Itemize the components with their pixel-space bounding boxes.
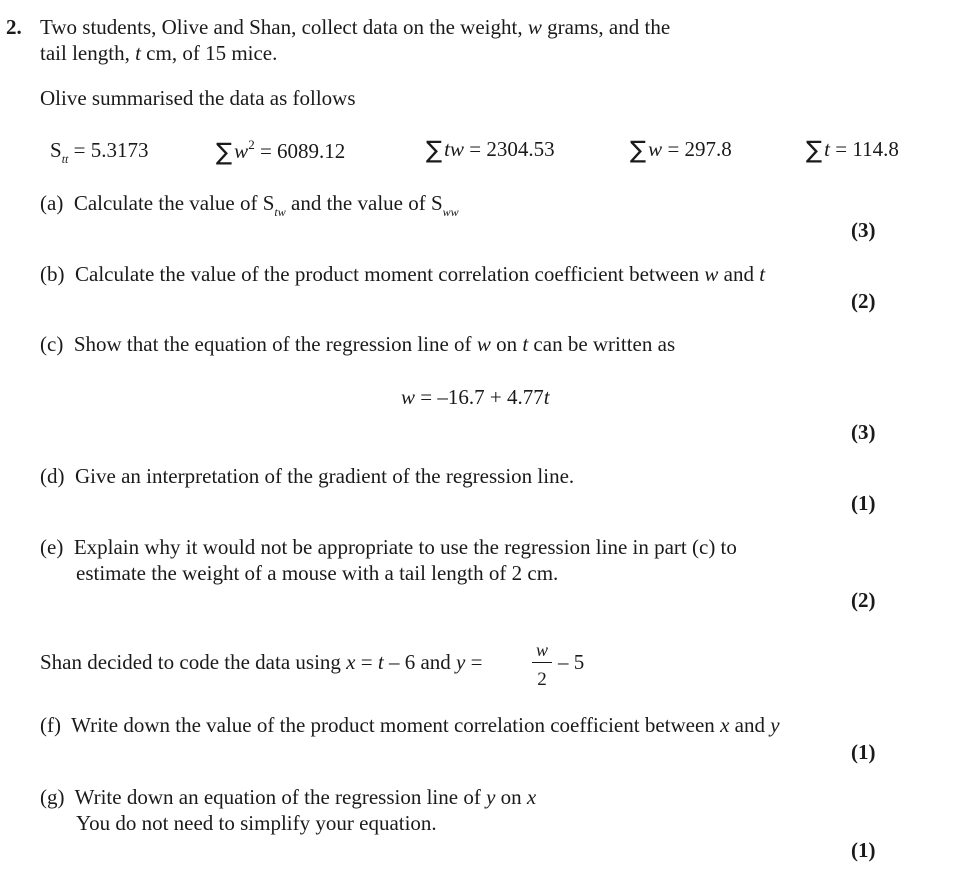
sum-w2-value: = 6089.12 [259, 139, 346, 163]
fraction-denominator [531, 668, 553, 689]
part-a-text: Calculate the value of S [73, 191, 275, 215]
var-w: w [535, 640, 548, 660]
marks-g: (1) [851, 838, 876, 862]
var-x: x [346, 650, 356, 674]
part-g-line2: You do not need to simplify your equation. [76, 811, 437, 835]
marks-f: (1) [851, 740, 876, 764]
var-tw: tw [444, 137, 465, 161]
var-x: x [526, 785, 537, 809]
var-t: t [759, 262, 766, 286]
var-t: t [522, 332, 529, 356]
question-intro-line1 [40, 17, 670, 38]
var-w: w [401, 385, 416, 409]
subscript-tw: tw [274, 205, 286, 219]
marks-a: (3) [851, 218, 876, 242]
marks-b: (2) [851, 289, 876, 313]
var-y: y [486, 785, 496, 809]
subscript-ww: ww [442, 205, 459, 219]
marks-e: (2) [851, 588, 876, 612]
marks-c: (3) [851, 420, 876, 444]
part-label: (g) [40, 785, 65, 809]
sum-w-value: = 297.8 [667, 137, 732, 161]
shan-text: Shan decided to code the data using [40, 650, 347, 674]
denominator-2: 2 [537, 669, 547, 690]
var-y: y [770, 713, 780, 737]
var-y: y [456, 650, 466, 674]
part-g-line1 [40, 787, 536, 808]
sum-t-value: = 114.8 [835, 137, 899, 161]
part-e-line1 [40, 537, 737, 558]
sigma-icon: ∑ [806, 136, 823, 164]
part-e-text: Explain why it would not be appropriate to use the regression line in part (c) to [73, 535, 737, 559]
shan-coding [40, 652, 482, 673]
question-intro-line2 [40, 43, 277, 64]
part-e-line2: estimate the weight of a mouse with a tail length of 2 cm. [76, 561, 559, 585]
stat-stt [50, 140, 148, 165]
part-b-text: and [718, 262, 760, 286]
sigma-icon: ∑ [216, 138, 233, 166]
intro-text: cm, of 15 mice. [140, 41, 278, 65]
fraction-bar [532, 662, 552, 663]
var-t: t [824, 137, 831, 161]
olive-summary: Olive summarised the data as follows [40, 86, 356, 110]
sum-tw-value: = 2304.53 [469, 137, 555, 161]
part-c-text: on [490, 332, 523, 356]
question-number: 2. [6, 15, 22, 39]
marks-d: (1) [851, 491, 876, 515]
part-label: (b) [40, 262, 65, 286]
subscript-tt: tt [61, 152, 69, 166]
stat-sum-tw [426, 138, 555, 162]
part-f-text: Write down the value of the product moment correlation coefficient between [71, 713, 721, 737]
stat-sum-w2 [216, 138, 345, 164]
part-label: (f) [40, 713, 61, 737]
var-t: t [135, 41, 141, 65]
shan-text: = [355, 650, 378, 674]
shan-text: – 6 and [383, 650, 457, 674]
part-b-text: Calculate the value of the product moment correlation coefficient between [75, 262, 705, 286]
var-w: w [527, 15, 542, 39]
part-label: (c) [40, 332, 64, 356]
var-w: w [234, 139, 249, 163]
stat-sum-t [806, 138, 899, 162]
part-label: (e) [40, 535, 64, 559]
part-a [40, 193, 459, 218]
var-w: w [476, 332, 491, 356]
part-g-text: Write down an equation of the regression line of [74, 785, 487, 809]
part-f-text: and [729, 713, 771, 737]
stt-value: = 5.3173 [73, 138, 149, 162]
var-w: w [704, 262, 719, 286]
intro-text: tail length, [40, 41, 136, 65]
part-f [40, 715, 780, 736]
shan-tail: – 5 [558, 650, 585, 674]
equation-body: = –16.7 + 4.77 [415, 385, 544, 409]
regression-equation [401, 387, 550, 408]
part-c [40, 334, 675, 355]
var-t: t [543, 385, 550, 409]
s-letter: S [50, 138, 62, 162]
var-t: t [377, 650, 384, 674]
part-d [40, 466, 574, 487]
intro-text: Two students, Olive and Shan, collect data on the weight, [40, 15, 528, 39]
part-g-text: on [495, 785, 527, 809]
stat-sum-w [630, 138, 732, 162]
superscript-2: 2 [248, 137, 255, 152]
part-b [40, 264, 765, 285]
part-c-text: Show that the equation of the regression line of [73, 332, 477, 356]
var-x: x [720, 713, 730, 737]
part-a-text: and the value of S [285, 191, 443, 215]
part-label: (a) [40, 191, 64, 215]
part-label: (d) [40, 464, 65, 488]
fraction-numerator [531, 639, 553, 660]
part-c-text: can be written as [528, 332, 676, 356]
var-w: w [648, 137, 663, 161]
intro-text: grams, and the [541, 15, 671, 39]
sigma-icon: ∑ [630, 136, 647, 164]
shan-text: = [465, 650, 483, 674]
sigma-icon: ∑ [426, 136, 443, 164]
part-d-text: Give an interpretation of the gradient of the regression line. [75, 464, 575, 488]
